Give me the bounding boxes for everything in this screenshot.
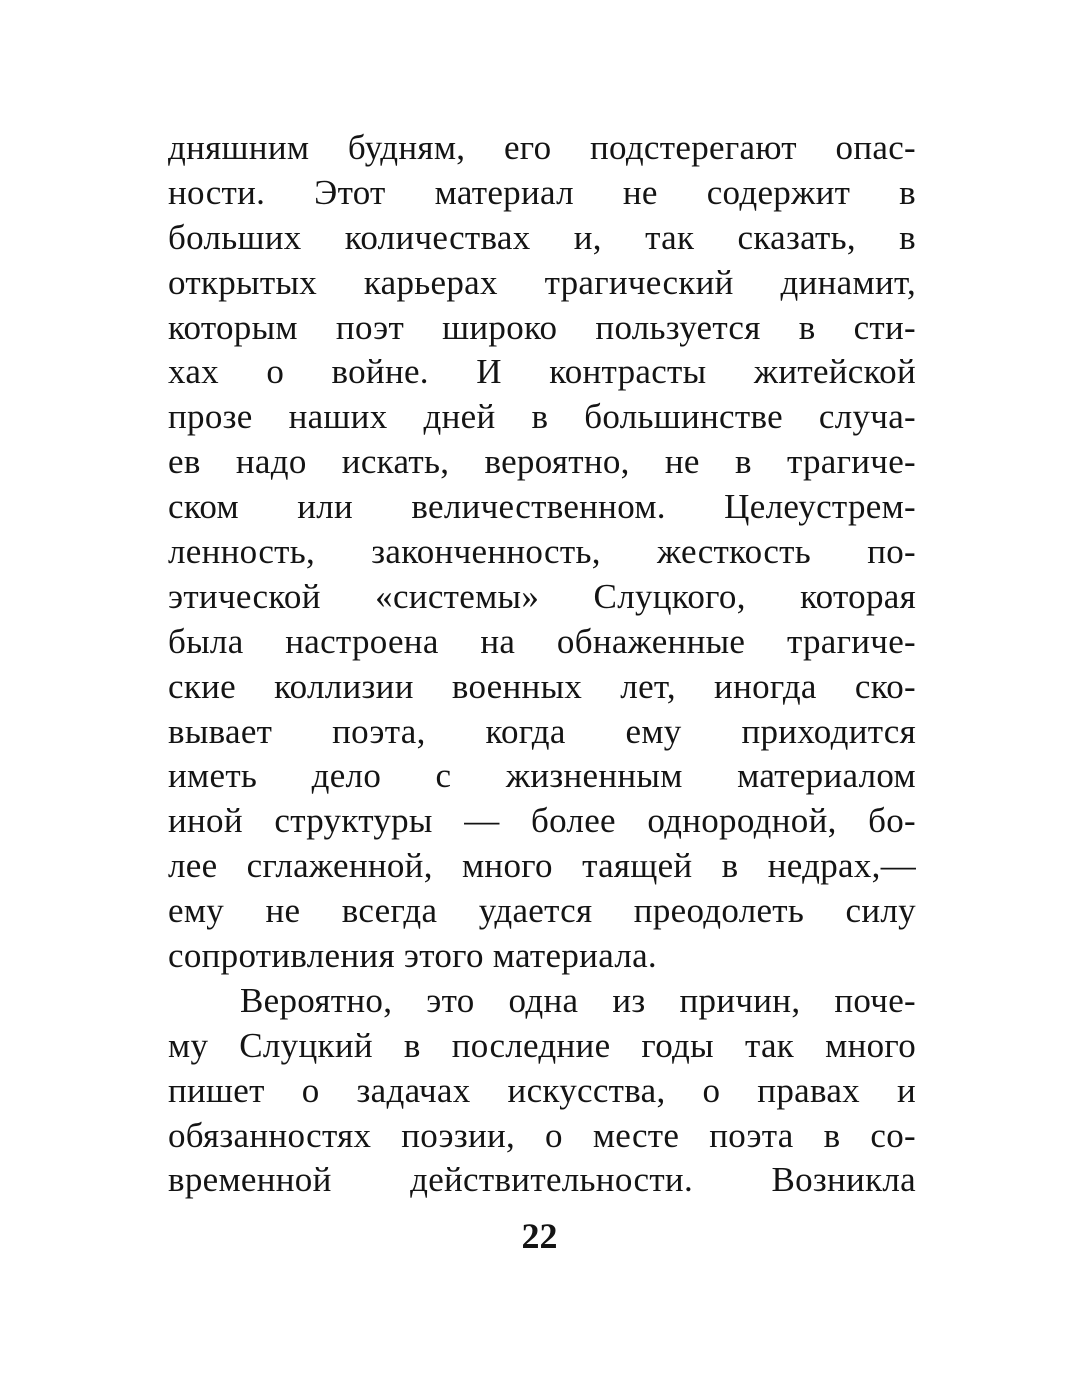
text-line: дняшним будням, его подстерегают опас- [168, 128, 916, 167]
text-line: лее сглаженной, много таящей в недрах,— [168, 846, 916, 886]
text-line: временной действительности. Возникла [168, 1160, 916, 1200]
text-line: обязанностях поэзии, о месте поэта в со- [168, 1115, 916, 1155]
text-line: пишет о задачах искусства, о правах и [168, 1070, 916, 1110]
page-number: 22 [521, 1216, 558, 1256]
body-text [168, 126, 916, 1203]
text-line: ему не всегда удается преодолеть силу [168, 891, 916, 931]
text-line: му Слуцкий в последние годы так много [168, 1025, 916, 1065]
text-line: иной структуры — более однородной, бо- [168, 801, 916, 841]
text-line: прозе наших дней в большинстве случа- [168, 397, 916, 437]
text-line: хах о войне. И контрасты житейской [168, 352, 916, 392]
text-line: иметь дело с жизненным материалом [168, 756, 916, 796]
text-line: ности. Этот материал не содержит в [168, 172, 916, 212]
text-line: которым поэт широко пользуется в сти- [168, 307, 916, 347]
text-line: этической «системы» Слуцкого, которая [168, 576, 916, 616]
text-line: ском или величественном. Целеустрем- [168, 487, 916, 527]
text-line: ские коллизии военных лет, иногда ско- [168, 666, 916, 706]
text-line: ев надо искать, вероятно, не в трагиче- [168, 442, 916, 482]
text-line: была настроена на обнаженные трагиче- [168, 621, 916, 661]
text-line: ленность, законченность, жесткость по- [168, 532, 916, 572]
text-line: больших количествах и, так сказать, в [168, 217, 916, 257]
text-line: открытых карьерах трагический динамит, [168, 262, 916, 302]
text-line: вывает поэта, когда ему приходится [168, 711, 916, 751]
paragraph-start-line: Вероятно, это одна из причин, поче- [240, 980, 916, 1020]
paragraph-end-line: сопротивления этого материала. [168, 936, 657, 976]
